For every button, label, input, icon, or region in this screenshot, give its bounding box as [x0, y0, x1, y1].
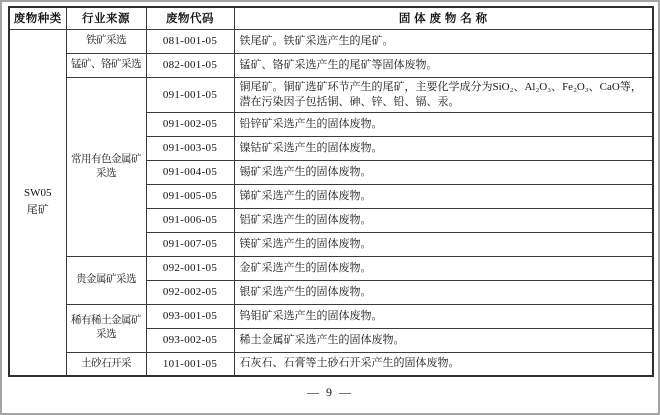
- waste-name-cell: 铜尾矿。铜矿选矿环节产生的尾矿，主要化学成分为SiO₂、Al₂O₃、Fe₂O₃、CaO等，潜在污染因子包括铜、砷、锌、铅、镉、汞。: [234, 77, 653, 112]
- waste-code-cell: 082-001-05: [146, 53, 234, 77]
- table-row: [9, 53, 653, 77]
- waste-table-body: [9, 29, 653, 376]
- waste-name-cell: 锑矿采选产生的固体废物。: [234, 184, 653, 208]
- waste-code-cell: 091-006-05: [146, 208, 234, 232]
- waste-category-name: 尾矿: [26, 204, 49, 217]
- waste-name-cell: 镁矿采选产生的固体废物。: [234, 232, 653, 256]
- waste-code-cell: 092-001-05: [146, 256, 234, 280]
- industry-source-cell: 贵金属矿采选: [66, 256, 146, 304]
- industry-source-cell: 铁矿采选: [66, 29, 146, 53]
- waste-name-cell: 金矿采选产生的固体废物。: [234, 256, 653, 280]
- waste-code-cell: 093-002-05: [146, 328, 234, 352]
- table-row: [9, 304, 653, 328]
- waste-code-cell: 091-004-05: [146, 160, 234, 184]
- waste-name-cell: 钨钼矿采选产生的固体废物。: [234, 304, 653, 328]
- waste-name-cell: 铅锌矿采选产生的固体废物。: [234, 112, 653, 136]
- waste-code-cell: 092-002-05: [146, 280, 234, 304]
- header-waste-code: 废物代码: [146, 7, 234, 29]
- waste-name-cell: 锡矿采选产生的固体废物。: [234, 160, 653, 184]
- table-row: [9, 77, 653, 112]
- waste-name-cell: 稀土金属矿采选产生的固体废物。: [234, 328, 653, 352]
- waste-name-cell: 石灰石、石膏等土砂石开采产生的固体废物。: [234, 352, 653, 376]
- table-row: [9, 29, 653, 53]
- header-waste-name: 固 体 废 物 名 称: [234, 7, 653, 29]
- solid-waste-table: [8, 6, 654, 377]
- table-header-row: [9, 7, 653, 29]
- waste-name-cell: 镍钴矿采选产生的固体废物。: [234, 136, 653, 160]
- industry-source-cell: 常用有色金属矿采选: [66, 77, 146, 256]
- waste-name-cell: 锰矿、铬矿采选产生的尾矿等固体废物。: [234, 53, 653, 77]
- table-row: [9, 256, 653, 280]
- industry-source-cell: 锰矿、铬矿采选: [66, 53, 146, 77]
- header-waste-category: 废物种类: [9, 7, 66, 29]
- waste-code-cell: 091-003-05: [146, 136, 234, 160]
- waste-code-cell: 101-001-05: [146, 352, 234, 376]
- waste-name-cell: 铁尾矿。铁矿采选产生的尾矿。: [234, 29, 653, 53]
- waste-code-cell: 081-001-05: [146, 29, 234, 53]
- waste-name-cell: 铝矿采选产生的固体废物。: [234, 208, 653, 232]
- waste-name-cell: 银矿采选产生的固体废物。: [234, 280, 653, 304]
- waste-code-cell: 091-005-05: [146, 184, 234, 208]
- waste-code-cell: 091-001-05: [146, 77, 234, 112]
- industry-source-cell: 稀有稀土金属矿采选: [66, 304, 146, 352]
- waste-code-cell: 091-007-05: [146, 232, 234, 256]
- waste-category-cell: [9, 29, 66, 376]
- waste-category-code: SW05: [24, 187, 52, 200]
- waste-code-cell: 093-001-05: [146, 304, 234, 328]
- page-number: — 9 —: [307, 385, 353, 399]
- industry-source-cell: 土砂石开采: [66, 352, 146, 376]
- table-row: [9, 352, 653, 376]
- header-industry-source: 行业来源: [66, 7, 146, 29]
- waste-code-cell: 091-002-05: [146, 112, 234, 136]
